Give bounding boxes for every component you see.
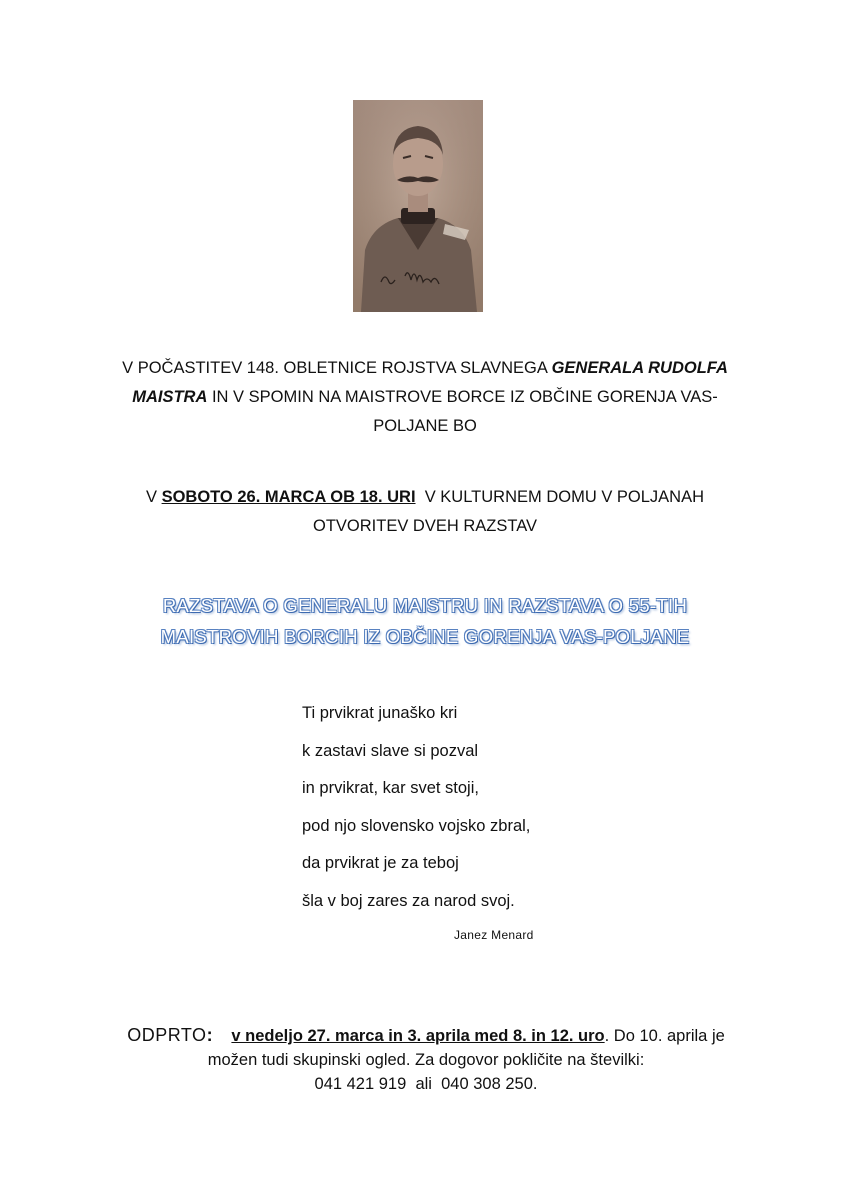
- exhibitions-line-2: MAISTROVIH BORCIH IZ OBČINE GORENJA VAS-POLJANE: [160, 626, 690, 647]
- poem-line: pod njo slovensko vojsko zbral,: [302, 816, 531, 835]
- event-paragraph: [80, 483, 770, 541]
- poem-line: k zastavi slave si pozval: [302, 741, 479, 760]
- intro-text-end: POLJANE BO: [373, 417, 477, 435]
- event-prefix: V: [145, 488, 162, 506]
- event-opening: OTVORITEV DVEH RAZSTAV: [313, 517, 537, 535]
- opening-colon: :: [206, 1025, 214, 1045]
- poem: [302, 700, 530, 926]
- exhibitions-line-1: RAZSTAVA O GENERALU MAISTRU IN RAZSTAVA O 55-TIH: [162, 595, 688, 616]
- intro-general-surname: MAISTRA: [132, 388, 208, 406]
- event-location: V KULTURNEM DOMU V POLJANAH: [415, 488, 705, 506]
- event-date-time: SOBOTO 26. MARCA OB 18. URI: [161, 488, 416, 506]
- poem-line: da prvikrat je za teboj: [302, 854, 459, 873]
- phone-numbers: 041 421 919 ali 040 308 250.: [314, 1075, 538, 1093]
- portrait-drawing: [353, 100, 483, 312]
- general-portrait-photo: [353, 100, 483, 312]
- exhibitions-heading: [60, 590, 790, 652]
- poem-author: Janez Menard: [454, 928, 534, 942]
- opening-hours: v nedeljo 27. marca in 3. aprila med 8. in 12. uro: [231, 1027, 605, 1045]
- poem-line: in prvikrat, kar svet stoji,: [302, 779, 479, 798]
- opening-hours-paragraph: [101, 1023, 751, 1096]
- poem-line: Ti prvikrat junaško kri: [302, 704, 458, 722]
- intro-text-middle: IN V SPOMIN NA MAISTROVE BORCE IZ OBČINE GORENJA VAS-: [207, 388, 718, 406]
- opening-after-hours: . Do 10. aprila je: [604, 1027, 725, 1045]
- group-visit-text: možen tudi skupinski ogled. Za dogovor pokličite na številki:: [207, 1051, 645, 1069]
- poem-line: šla v boj zares za narod svoj.: [302, 891, 515, 910]
- opening-label: ODPRTO: [127, 1025, 207, 1045]
- intro-text-start: V POČASTITEV 148. OBLETNICE ROJSTVA SLAVNEGA: [122, 359, 552, 377]
- intro-paragraph: [100, 354, 750, 441]
- intro-general-name: GENERALA RUDOLFA: [551, 359, 728, 377]
